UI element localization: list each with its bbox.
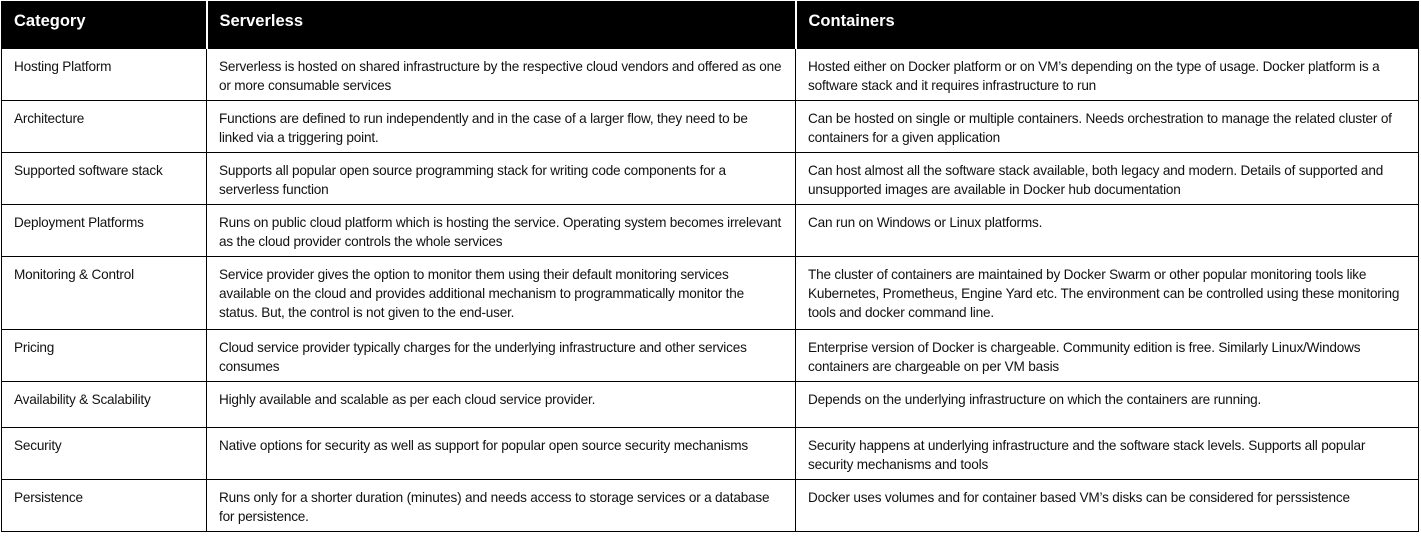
serverless-cell: Serverless is hosted on shared infrastructure by the respective cloud vendors and offered as one or more consumable services <box>207 49 796 101</box>
containers-cell: Depends on the underlying infrastructure on which the containers are running. <box>796 382 1419 428</box>
table-row <box>2 257 1419 330</box>
comparison-table <box>1 1 1419 532</box>
serverless-cell: Service provider gives the option to monitor them using their default monitoring services available on the cloud and provides additional mechanism to programmatically monitor the status. But, the control is not given to the end-user. <box>207 257 796 330</box>
containers-cell: Docker uses volumes and for container based VM’s disks can be considered for perssistence <box>796 480 1419 532</box>
category-cell: Pricing <box>2 330 207 382</box>
category-cell: Monitoring & Control <box>2 257 207 330</box>
serverless-cell: Runs on public cloud platform which is hosting the service. Operating system becomes irrelevant as the cloud provider controls the whole services <box>207 205 796 257</box>
table-row <box>2 205 1419 257</box>
category-cell: Architecture <box>2 101 207 153</box>
header-category: Category <box>2 2 207 49</box>
table-row <box>2 153 1419 205</box>
serverless-cell: Highly available and scalable as per each cloud service provider. <box>207 382 796 428</box>
serverless-cell: Native options for security as well as support for popular open source security mechanisms <box>207 428 796 480</box>
header-containers: Containers <box>796 2 1419 49</box>
serverless-cell: Supports all popular open source programming stack for writing code components for a serverless function <box>207 153 796 205</box>
containers-cell: Can host almost all the software stack available, both legacy and modern. Details of supported and unsupported images are available in Docker hub documentation <box>796 153 1419 205</box>
table-row <box>2 428 1419 480</box>
table-row <box>2 382 1419 428</box>
serverless-cell: Cloud service provider typically charges for the underlying infrastructure and other services consumes <box>207 330 796 382</box>
category-cell: Availability & Scalability <box>2 382 207 428</box>
containers-cell: Hosted either on Docker platform or on VM’s depending on the type of usage. Docker platform is a software stack and it requires infrastructure to run <box>796 49 1419 101</box>
containers-cell: Security happens at underlying infrastructure and the software stack levels. Supports all popular security mechanisms and tools <box>796 428 1419 480</box>
header-row <box>2 2 1419 49</box>
table-row <box>2 330 1419 382</box>
category-cell: Security <box>2 428 207 480</box>
category-cell: Persistence <box>2 480 207 532</box>
table-row <box>2 49 1419 101</box>
category-cell: Supported software stack <box>2 153 207 205</box>
header-serverless: Serverless <box>207 2 796 49</box>
category-cell: Hosting Platform <box>2 49 207 101</box>
table-row <box>2 480 1419 532</box>
serverless-cell: Functions are defined to run independently and in the case of a larger flow, they need to be linked via a triggering point. <box>207 101 796 153</box>
table-row <box>2 101 1419 153</box>
containers-cell: Can be hosted on single or multiple containers. Needs orchestration to manage the related cluster of containers for a given application <box>796 101 1419 153</box>
containers-cell: Can run on Windows or Linux platforms. <box>796 205 1419 257</box>
containers-cell: Enterprise version of Docker is chargeable. Community edition is free. Similarly Linux/Windows containers are chargeable on per VM basis <box>796 330 1419 382</box>
serverless-cell: Runs only for a shorter duration (minutes) and needs access to storage services or a database for persistence. <box>207 480 796 532</box>
containers-cell: The cluster of containers are maintained by Docker Swarm or other popular monitoring tools like Kubernetes, Prometheus, Engine Yard etc. The environment can be controlled using these monitoring tools and docker command line. <box>796 257 1419 330</box>
category-cell: Deployment Platforms <box>2 205 207 257</box>
